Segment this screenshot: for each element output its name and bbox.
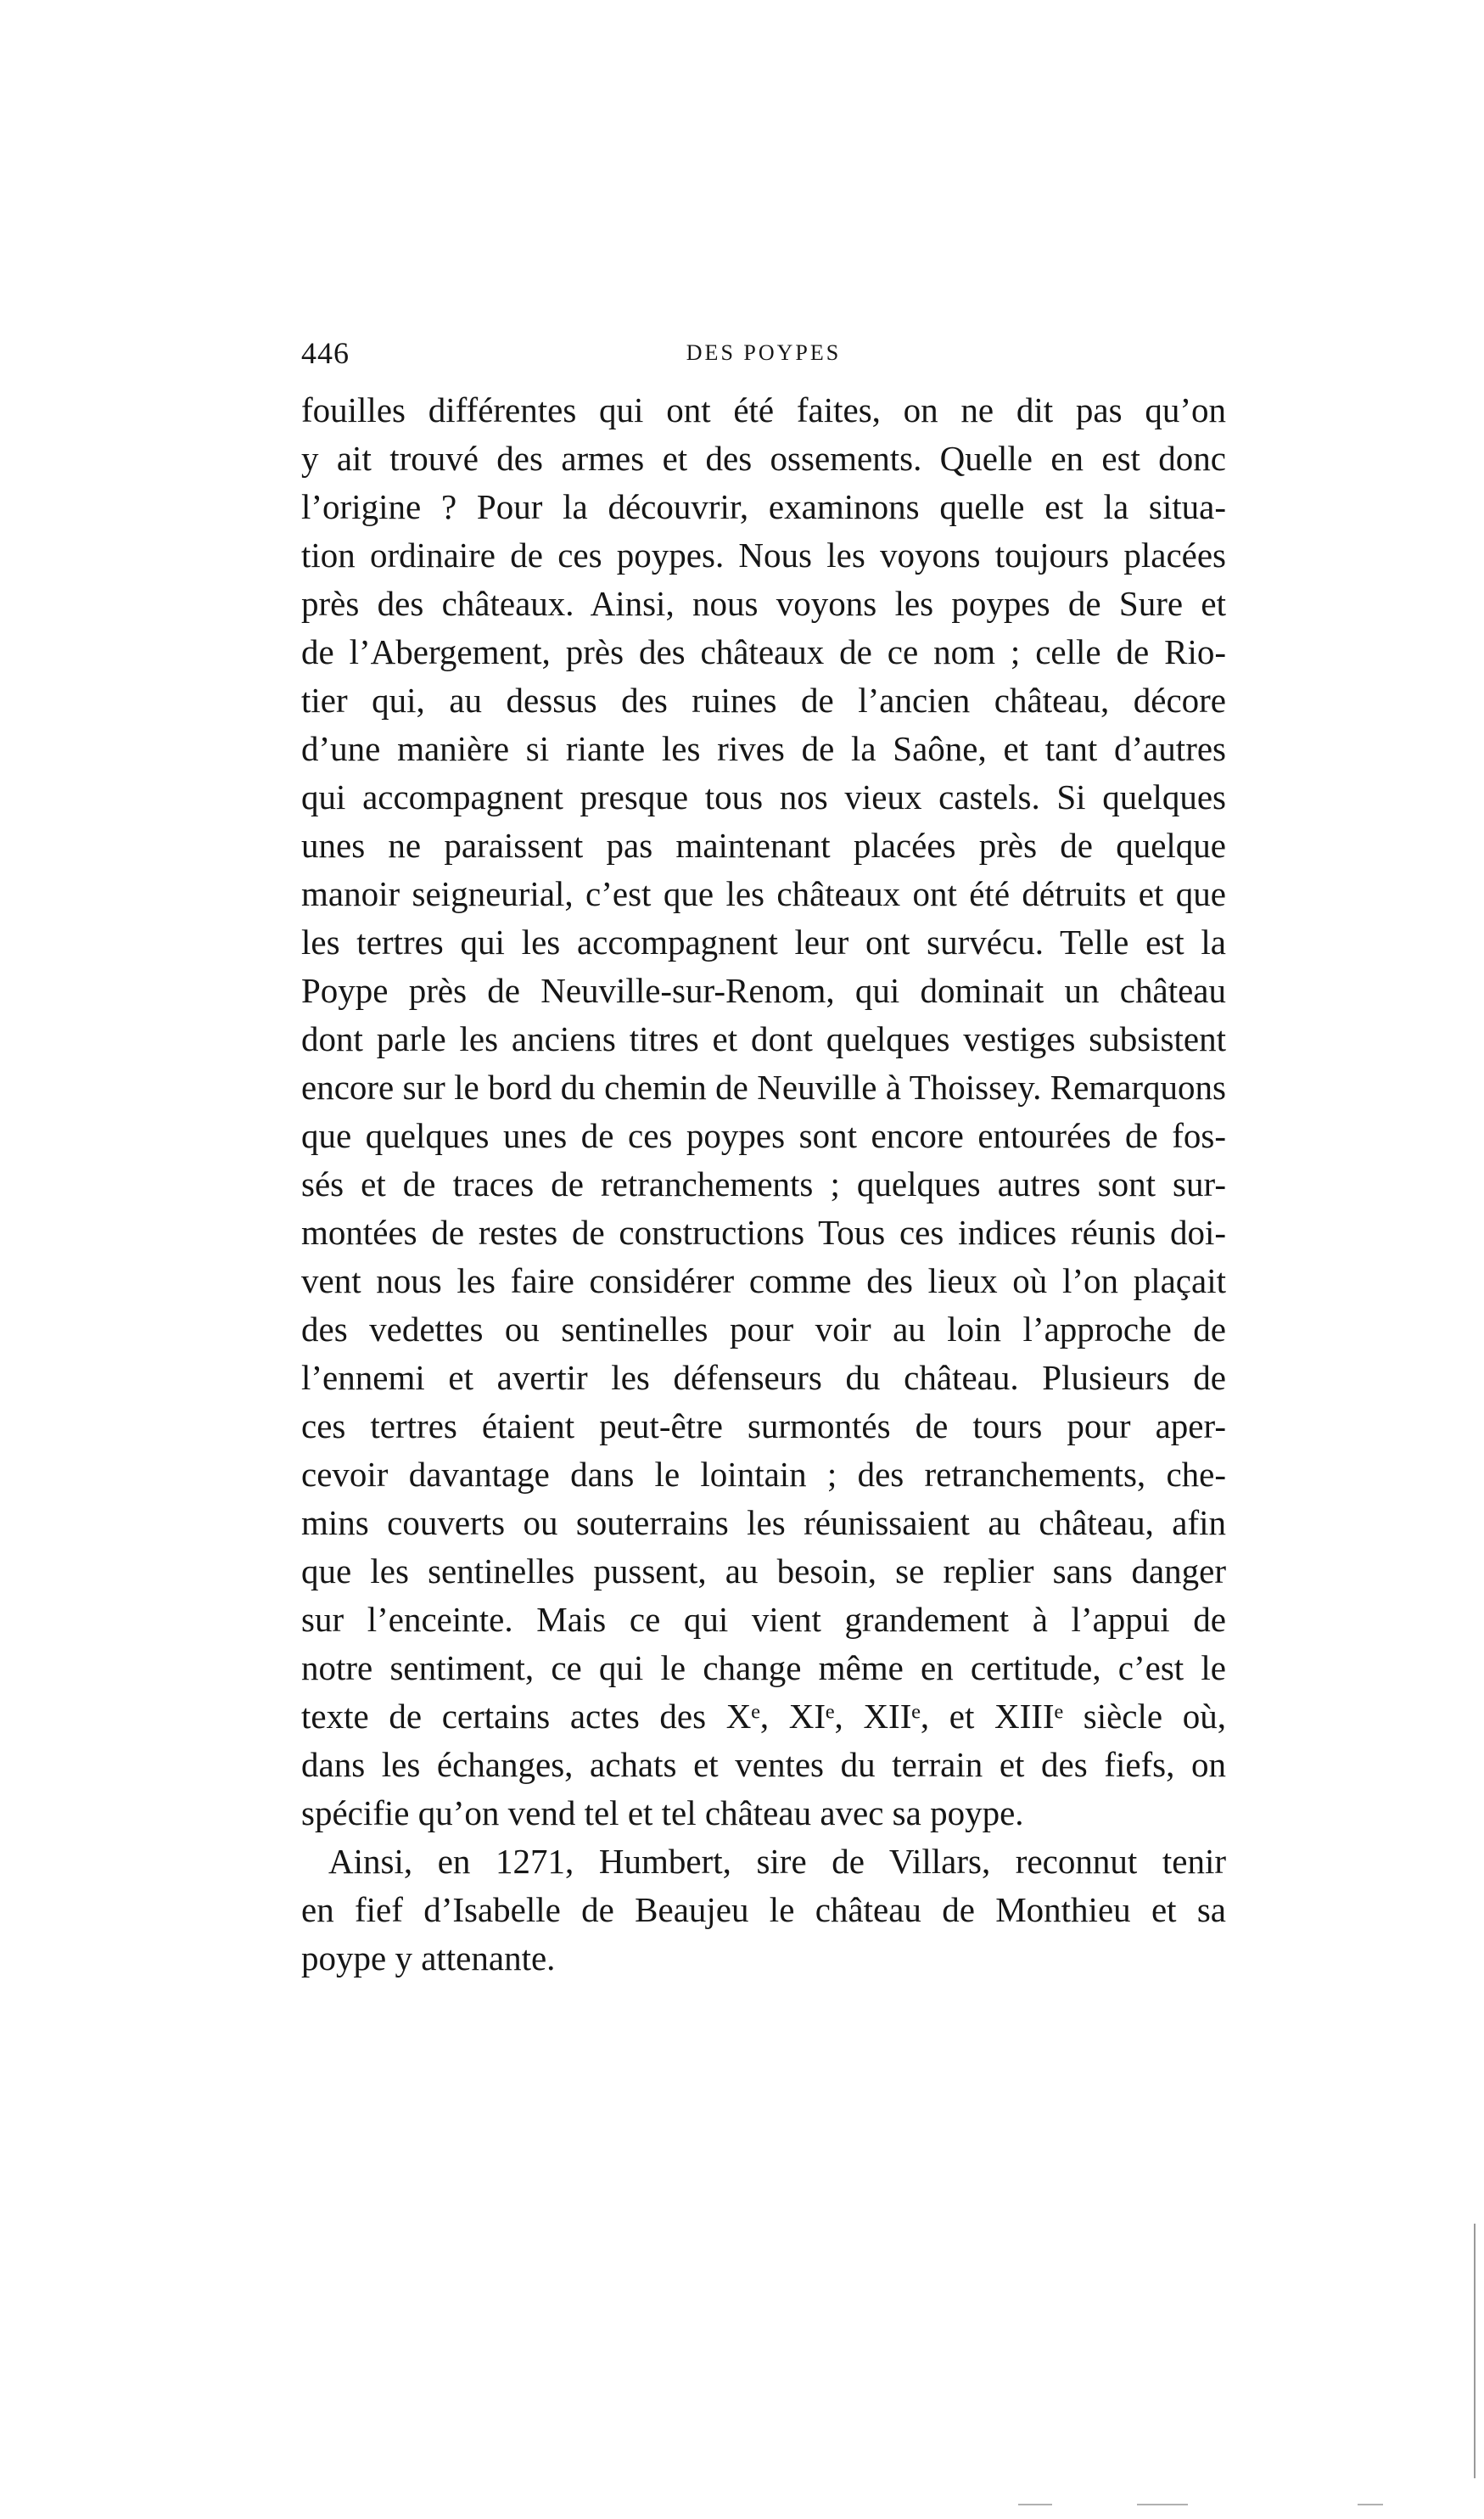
text-line: près des châteaux. Ainsi, nous voyons les poypes de Sure et (301, 584, 1226, 623)
text-line: dans les échanges, achats et ventes du terrain et des fiefs, on (301, 1745, 1226, 1784)
text-line: y ait trouvé des armes et des ossements. Quelle en est donc (301, 439, 1226, 478)
text-line: Ainsi, en 1271, Humbert, sire de Villars, reconnut tenir (328, 1842, 1226, 1881)
text-line: poype y attenante. (301, 1938, 556, 1978)
running-head (301, 335, 1226, 378)
text-line: unes ne paraissent pas maintenant placées près de quelque (301, 826, 1226, 865)
text-line: en fief d’Isabelle de Beaujeu le château de Monthieu et sa (301, 1890, 1226, 1929)
body-text (301, 386, 1226, 1983)
text-line: Poype près de Neuville-sur-Renom, qui dominait un château (301, 971, 1226, 1010)
text-line: sur l’enceinte. Mais ce qui vient grandement à l’appui de (301, 1600, 1226, 1639)
paragraph-1 (301, 386, 1226, 1837)
text-line: de l’Abergement, près des châteaux de ce nom ; celle de Rio- (301, 632, 1226, 671)
text-line: notre sentiment, ce qui le change même en certitude, c’est le (301, 1648, 1226, 1687)
text-line: spécifie qu’on vend tel et tel château avec sa poype. (301, 1793, 1024, 1832)
text-line: vent nous les faire considérer comme des lieux où l’on plaçait (301, 1261, 1226, 1300)
text-line: encore sur le bord du chemin de Neuville à Thoissey. Remarquons (301, 1068, 1226, 1107)
text-line: dont parle les anciens titres et dont quelques vestiges subsistent (301, 1019, 1226, 1058)
text-line: cevoir davantage dans le lointain ; des retranchements, che- (301, 1455, 1226, 1494)
text-line: manoir seigneurial, c’est que les châteaux ont été détruits et que (301, 874, 1226, 913)
scan-dash-mark (1137, 2504, 1188, 2505)
scan-edge-mark (1474, 2224, 1476, 2478)
text-line: fouilles différentes qui ont été faites, on ne dit pas qu’on (301, 390, 1226, 429)
text-line: mins couverts ou souterrains les réunissaient au château, afin (301, 1503, 1226, 1542)
scan-dash-mark (1018, 2504, 1052, 2505)
text-line: que quelques unes de ces poypes sont encore entourées de fos- (301, 1116, 1226, 1155)
text-line: que les sentinelles pussent, au besoin, se replier sans danger (301, 1551, 1226, 1591)
page-number: 446 (301, 336, 350, 370)
text-line: l’ennemi et avertir les défenseurs du château. Plusieurs de (301, 1358, 1226, 1397)
text-line: qui accompagnent presque tous nos vieux castels. Si quelques (301, 777, 1226, 816)
text-line: ces tertres étaient peut-être surmontés de tours pour aper- (301, 1406, 1226, 1445)
text-line: sés et de traces de retranchements ; quelques autres sont sur- (301, 1164, 1226, 1203)
text-line: l’origine ? Pour la découvrir, examinons quelle est la situa- (301, 487, 1226, 526)
text-line: montées de restes de constructions Tous ces indices réunis doi- (301, 1213, 1226, 1252)
text-line: texte de certains actes des Xᵉ, XIᵉ, XIIᵉ, et XIIIᵉ siècle où, (301, 1697, 1226, 1736)
paragraph-2 (301, 1837, 1226, 1983)
text-line: tier qui, au dessus des ruines de l’ancien château, décore (301, 681, 1226, 720)
text-line: d’une manière si riante les rives de la Saône, et tant d’autres (301, 729, 1226, 768)
text-line: tion ordinaire de ces poypes. Nous les voyons toujours placées (301, 536, 1226, 575)
scan-dash-mark (1358, 2504, 1383, 2505)
text-line: des vedettes ou sentinelles pour voir au loin l’approche de (301, 1310, 1226, 1349)
running-title: DES POYPES (686, 340, 842, 365)
text-line: les tertres qui les accompagnent leur ont survécu. Telle est la (301, 923, 1226, 962)
